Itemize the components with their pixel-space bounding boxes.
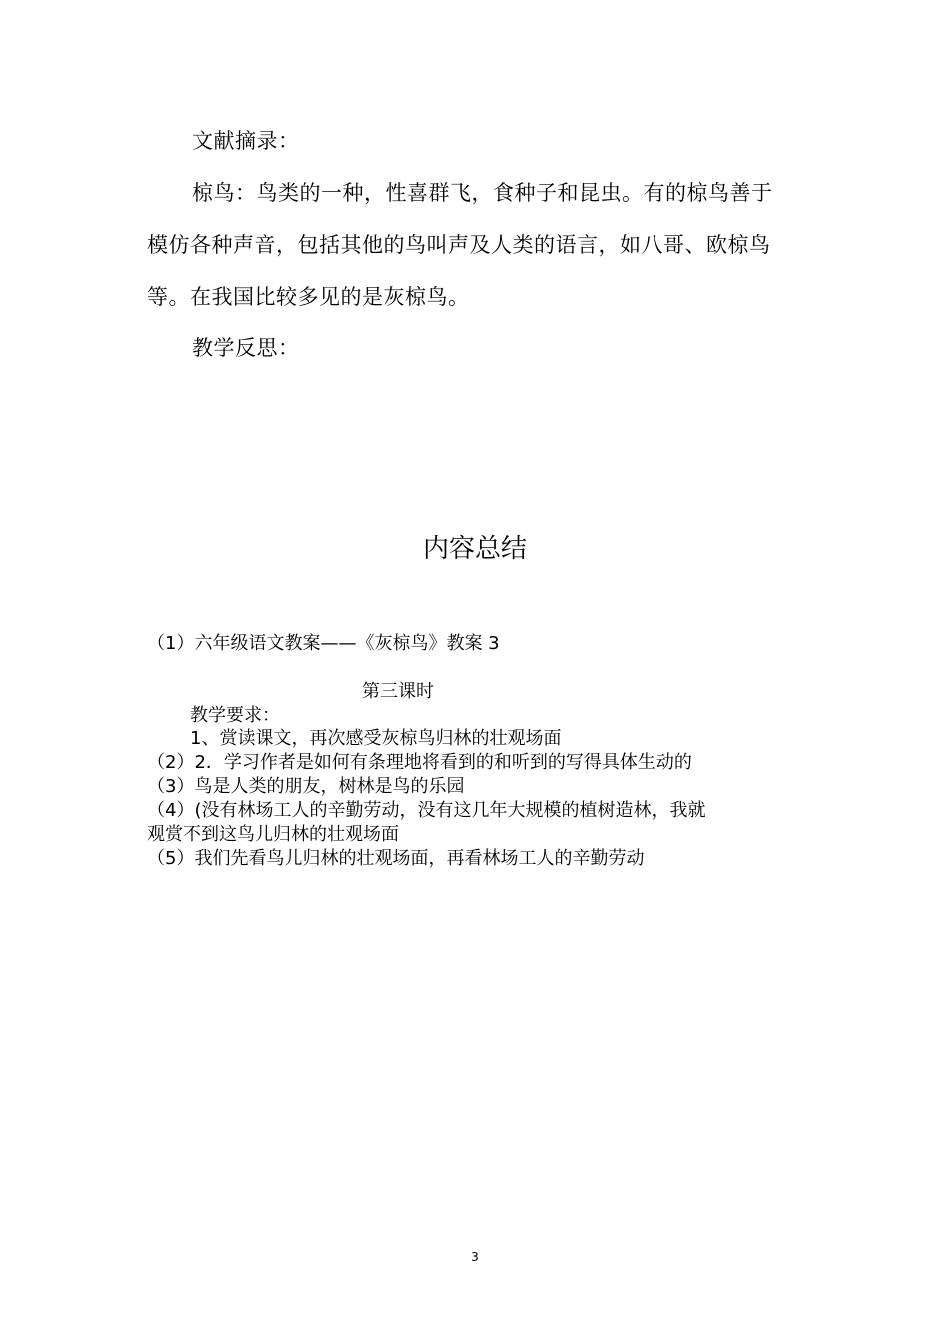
summary-item-5: （5）我们先看鸟儿归林的壮观场面，再看林场工人的辛勤劳动 [147,848,645,869]
requirement-1: 1、赏读课文，再次感受灰椋鸟归林的壮观场面 [190,728,562,749]
excerpt-heading: 文献摘录： [192,129,300,153]
reflection-heading: 教学反思： [192,336,300,360]
summary-item-4-line-1: （4）(没有林场工人的辛勤劳动，没有这几年大规模的植树造林，我就 [147,800,706,821]
summary-item-3: （3）鸟是人类的朋友，树林是鸟的乐园 [147,776,465,797]
requirements-heading: 教学要求： [190,705,280,726]
excerpt-line-2: 模仿各种声音，包括其他的鸟叫声及人类的语言，如八哥、欧椋鸟 [147,233,771,257]
summary-title: 内容总结 [422,534,527,564]
lesson-label: 第三课时 [362,681,434,702]
summary-item-1: （1）六年级语文教案——《灰椋鸟》教案 3 [147,633,500,654]
page-number: 3 [471,1250,479,1264]
excerpt-line-3: 等。在我国比较多见的是灰椋鸟。 [147,285,470,309]
summary-item-2: （2）2．学习作者是如何有条理地将看到的和听到的写得具体生动的 [147,752,692,773]
summary-item-4-line-2: 观赏不到这鸟儿归林的壮观场面 [147,824,399,845]
excerpt-line-1: 椋鸟：鸟类的一种，性喜群飞，食种子和昆虫。有的椋鸟善于 [192,181,773,205]
